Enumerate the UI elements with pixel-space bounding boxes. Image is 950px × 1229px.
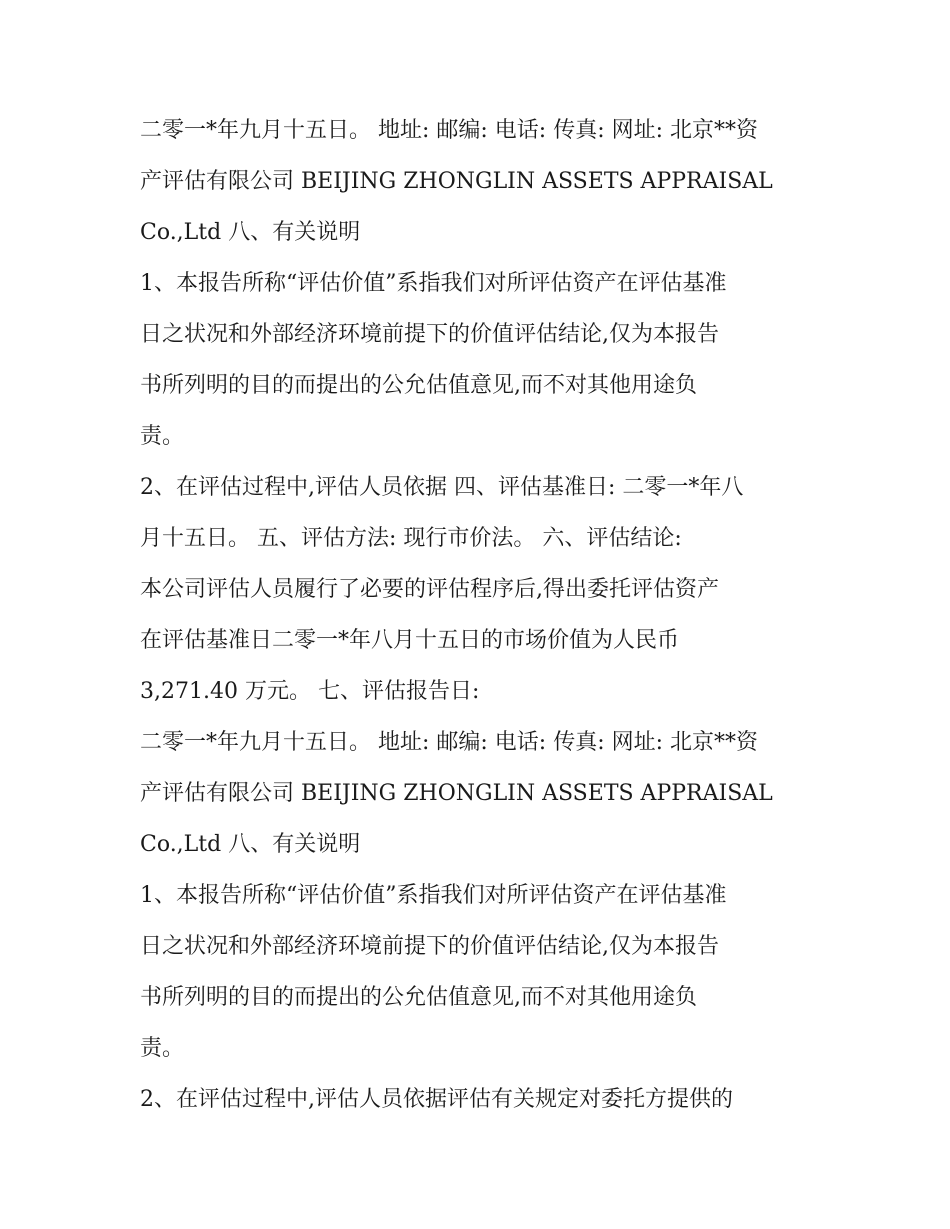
text-line: 1、本报告所称“评估价值”系指我们对所评估资产在评估基准 xyxy=(140,271,727,296)
text-line: 产评估有限公司 BEIJING ZHONGLIN ASSETS APPRAISAL xyxy=(140,169,773,194)
document-body xyxy=(140,105,820,1125)
text-line: 二零一*年九月十五日。 地址: 邮编: 电话: 传真: 网址: 北京**资 xyxy=(140,118,759,143)
text-line: 3,271.40 万元。 七、评估报告日: xyxy=(140,679,480,704)
text-line: 书所列明的目的而提出的公允估值意见,而不对其他用途负 xyxy=(140,373,697,398)
text-line: 月十五日。 五、评估方法: 现行市价法。 六、评估结论: xyxy=(140,526,682,551)
text-line: 2、在评估过程中,评估人员依据 四、评估基准日: 二零一*年八 xyxy=(140,475,744,500)
text-line: 本公司评估人员履行了必要的评估程序后,得出委托评估资产 xyxy=(140,577,719,602)
text-line: Co.,Ltd 八、有关说明 xyxy=(140,832,361,857)
text-line: 在评估基准日二零一*年八月十五日的市场价值为人民币 xyxy=(140,628,680,653)
text-line: 日之状况和外部经济环境前提下的价值评估结论,仅为本报告 xyxy=(140,322,719,347)
text-line: 2、在评估过程中,评估人员依据评估有关规定对委托方提供的 xyxy=(140,1087,733,1112)
text-line: 责。 xyxy=(140,1036,185,1061)
text-line: Co.,Ltd 八、有关说明 xyxy=(140,220,361,245)
text-line: 日之状况和外部经济环境前提下的价值评估结论,仅为本报告 xyxy=(140,934,719,959)
text-line: 书所列明的目的而提出的公允估值意见,而不对其他用途负 xyxy=(140,985,697,1010)
text-line: 1、本报告所称“评估价值”系指我们对所评估资产在评估基准 xyxy=(140,883,727,908)
text-line: 二零一*年九月十五日。 地址: 邮编: 电话: 传真: 网址: 北京**资 xyxy=(140,730,759,755)
text-line: 责。 xyxy=(140,424,185,449)
text-line: 产评估有限公司 BEIJING ZHONGLIN ASSETS APPRAISAL xyxy=(140,781,773,806)
